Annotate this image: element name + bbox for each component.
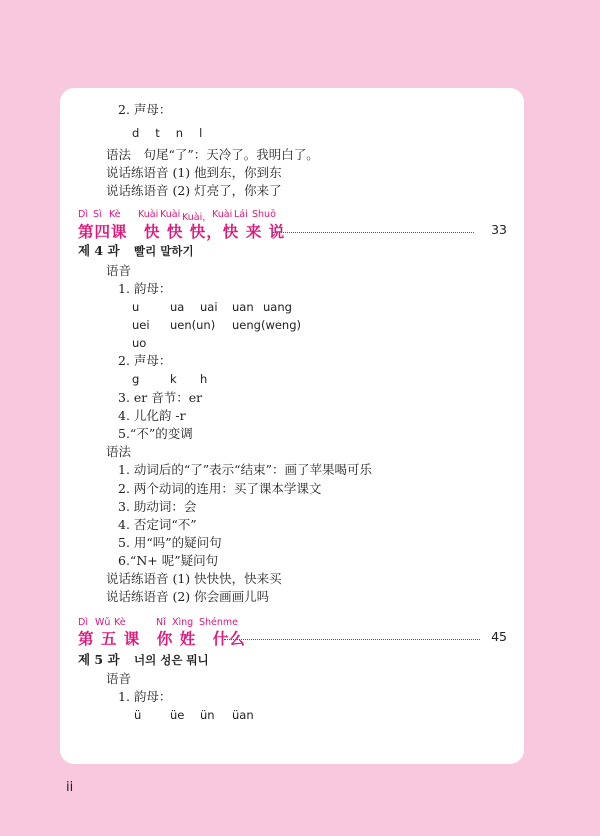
shengmu-label: 2. 声母： [118,102,172,117]
list-item: 5. 用“吗”的疑问句 [118,535,222,550]
page-number[interactable]: 45 [491,629,507,644]
practice-line: 说话练语音 (1) 快快快，快来买 [106,571,282,586]
yunmu-label: 1. 韵母： [118,689,172,704]
list-item: 2. 两个动词的连用：买了课本学课文 [118,481,322,496]
page-number[interactable]: 33 [491,222,507,237]
list-item: 4. 否定词“不” [118,517,197,532]
korean-lesson-title: 너의 성은 뭐니 [134,653,209,667]
footer-page-number: ii [66,780,74,795]
practice-line: 说话练语音 (2) 你会画画儿吗 [106,589,270,604]
lesson-title-link[interactable]: 第 五 课 你 姓 什么 [78,629,246,648]
practice-line: 说话练语音 (2) 灯亮了，你来了 [106,183,282,198]
list-item: 3. 助动词：会 [118,499,197,514]
dot-leader [272,232,474,233]
dot-leader [224,639,480,640]
korean-lesson-number: 제 5 과 [78,652,120,667]
list-item: 6.“N+ 呢”疑问句 [118,553,219,568]
list-item: 4. 儿化韵 -r [118,408,186,423]
section-heading: 语音 [106,671,132,686]
grammar-line: 语法 句尾“了”：天冷了。我明白了。 [106,147,319,162]
list-item: 5.“不”的变调 [118,426,193,441]
korean-lesson-number: 제 4 과 [78,243,120,258]
yunmu-label: 1. 韵母： [118,281,172,296]
list-item: 1. 动词后的“了”表示“结束”：画了苹果喝可乐 [118,462,372,477]
list-item: 3. er 音节：er [118,390,203,405]
section-heading: 语法 [106,444,132,459]
practice-line: 说话练语音 (1) 他到东，你到东 [106,165,282,180]
shengmu-label: 2. 声母： [118,353,172,368]
shengmu-list: d t n l [132,126,203,140]
korean-lesson-title: 빨리 말하기 [134,244,194,258]
lesson-title-link[interactable]: 第四课 快 快 快，快 来 说 [78,222,286,241]
section-heading: 语音 [106,263,132,278]
